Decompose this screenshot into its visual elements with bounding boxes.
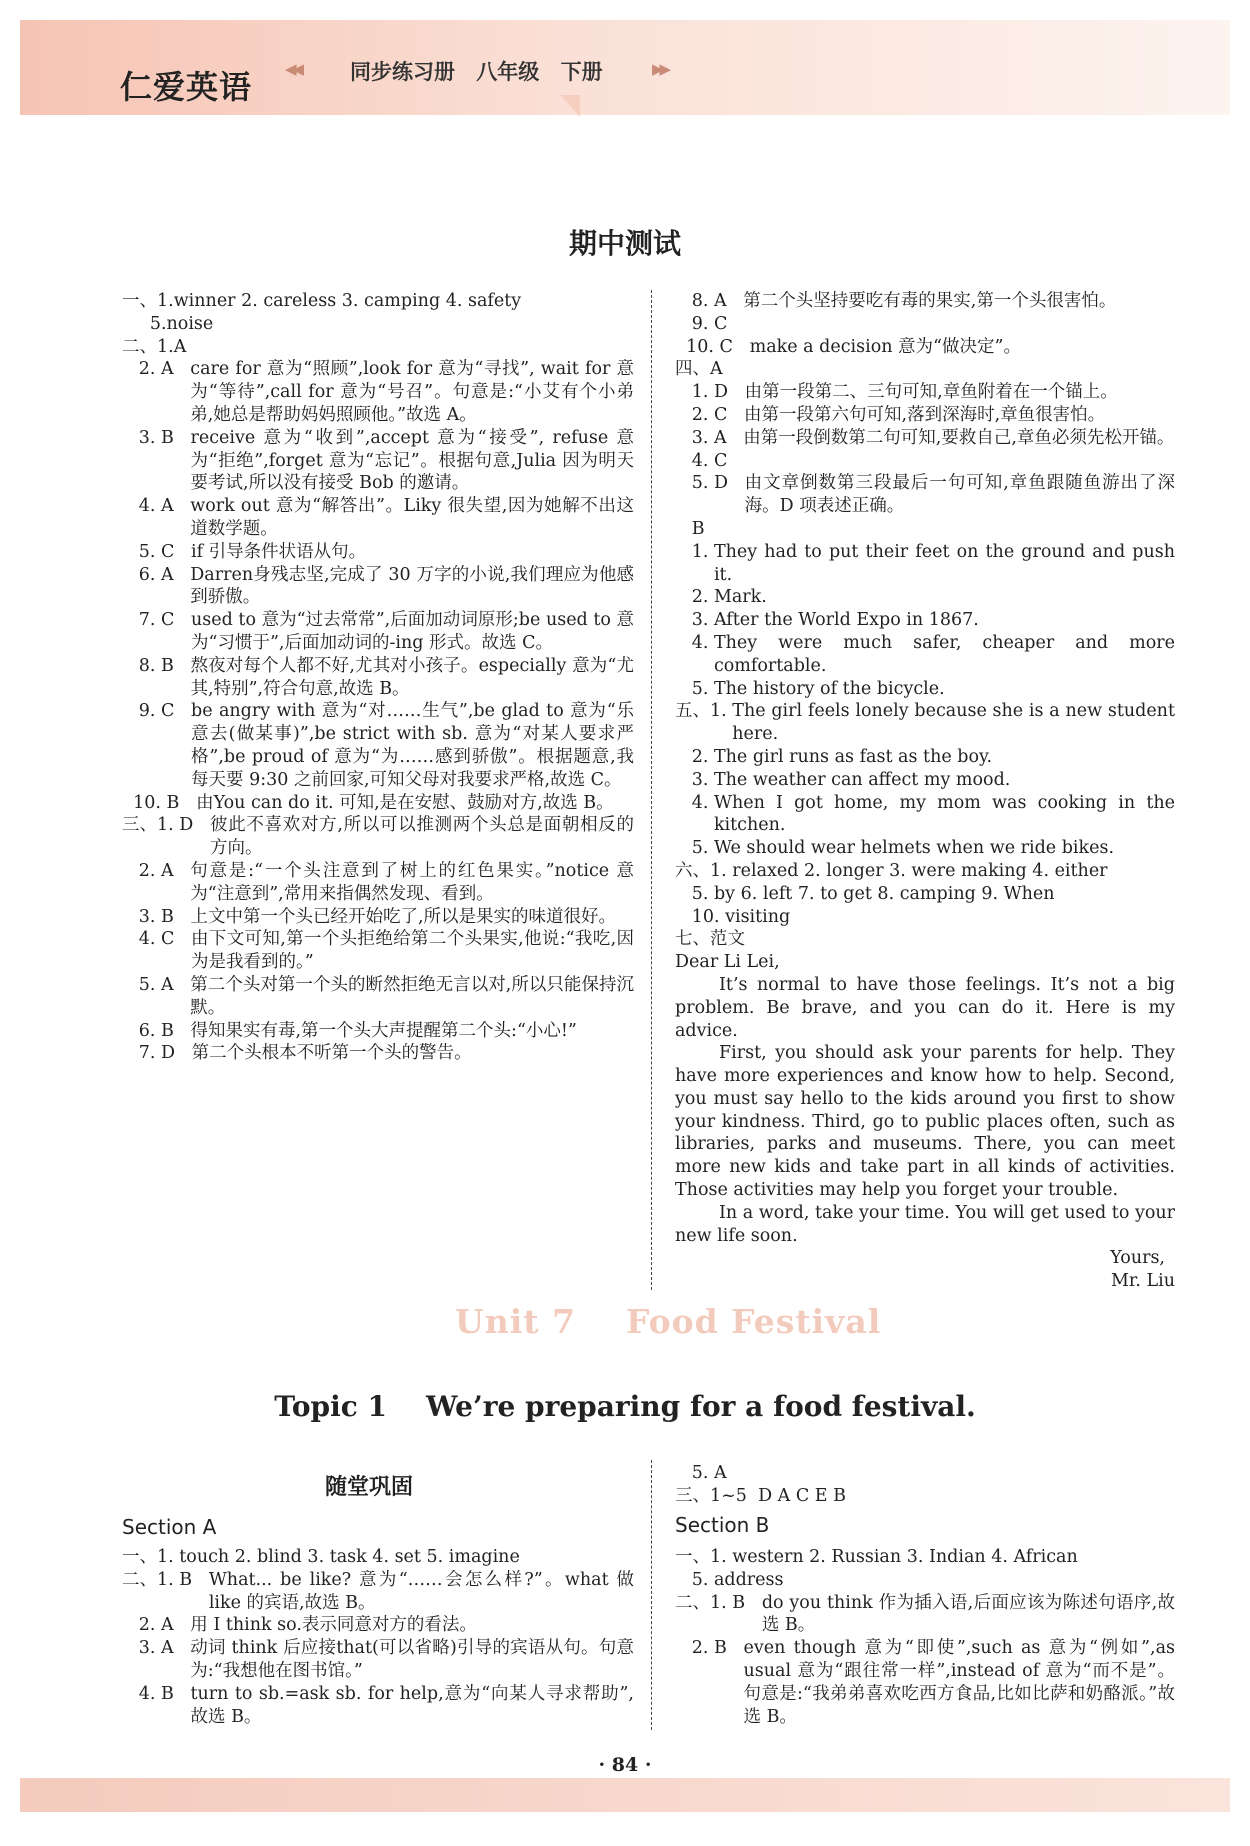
answer-text: After the World Expo in 1867. xyxy=(713,610,979,631)
answer-number: 3. B xyxy=(122,906,191,927)
answer-number: 2. A xyxy=(122,860,191,881)
answer-text: Darren身残志坚,完成了 30 万字的小说,我们理应为他感到骄傲。 xyxy=(190,564,634,608)
answer-number: 5. A xyxy=(122,974,191,995)
letter-greeting: Dear Li Lei, xyxy=(675,952,780,973)
answer-text: touch 2. blind 3. task 4. set 5. imagine xyxy=(179,1547,520,1567)
answer-number: 5. xyxy=(675,1569,714,1590)
answer-text: The weather can affect my mood. xyxy=(713,769,1011,790)
answer-number: 4. C xyxy=(675,450,728,471)
answer-number: 6. A xyxy=(122,564,191,585)
answer-number: 1. D xyxy=(675,382,745,403)
answer-item xyxy=(122,655,634,701)
header-banner-notch xyxy=(560,95,580,117)
answer-number: 3. xyxy=(675,769,714,790)
answer-text: 由第一段倒数第二句可知,要救自己,章鱼必须先松开锚。 xyxy=(743,427,1175,448)
answer-item xyxy=(675,769,1175,792)
answer-text: 句意是:“一个头注意到了树上的红色果实。”notice 意为“注意到”,常用来指偶然发现、看到。 xyxy=(190,860,634,904)
answer-text: used to 意为“过去常常”,后面加动词原形;be used to 意为“习惯于”,后面加动词的-ing 形式。故选 C。 xyxy=(191,610,634,653)
answer-number: 五、1. xyxy=(675,701,733,722)
answer-number: 2. xyxy=(675,587,714,608)
answer-number: 8. B xyxy=(122,655,191,676)
answer-number: 三、1~5 xyxy=(675,1485,759,1506)
answer-item xyxy=(122,541,634,564)
answer-item xyxy=(122,792,634,815)
answer-item xyxy=(122,313,634,336)
answer-number: 二、1. B xyxy=(675,1592,762,1613)
answer-text: 动词 think 后应接that(可以省略)引导的宾语从句。句意为:“我想他在图书馆。” xyxy=(190,1638,634,1681)
answer-number: 一、1. xyxy=(122,291,174,311)
brand-title: 仁爱英语 xyxy=(120,68,253,106)
answer-number: 一、1. xyxy=(122,1547,180,1567)
double-right-arrow-icon: ▶▶ xyxy=(652,60,668,78)
answer-item xyxy=(675,746,1175,769)
answer-text: When I got home, my mom was cooking in the kitchen. xyxy=(713,792,1175,836)
answer-number: 5. D xyxy=(675,473,745,494)
answer-number: 1. xyxy=(675,541,714,562)
answer-text: 彼此不喜欢对方,所以可以推测两个头总是面朝相反的方向。 xyxy=(209,815,634,859)
answer-item xyxy=(122,860,634,906)
answer-item xyxy=(675,678,1175,701)
answer-number: 7. C xyxy=(122,610,192,631)
answer-text xyxy=(723,358,1175,381)
answer-number: 3. B xyxy=(122,427,191,448)
answer-text: even though 意为“即使”,such as 意为“例如”,as usual 意为“跟往常一样”,instead of 意为“而不是”。句意是:“我弟弟喜欢吃西方食品,比如比萨和奶酪派。”故选 B。 xyxy=(743,1638,1175,1727)
answer-text: 由下文可知,第一个头拒绝给第二个头果实,他说:“我吃,因为是我看到的。” xyxy=(191,929,634,973)
answer-item xyxy=(122,1042,634,1065)
answer-text: address xyxy=(713,1569,784,1590)
answer-item xyxy=(675,450,1175,473)
answer-item xyxy=(675,1592,1175,1638)
answer-number: 2. A xyxy=(122,1615,191,1636)
answer-text: What... be like? 意为“……会怎么样?”。what 做 like 的宾语,故选 B。 xyxy=(208,1569,634,1613)
section-a-answers xyxy=(122,1546,634,1728)
answer-number: 8. A xyxy=(675,291,744,311)
answer-number: 二、1. B xyxy=(122,1569,209,1590)
answer-item xyxy=(675,404,1175,427)
answer-text: make a decision 意为“做决定”。 xyxy=(749,336,1021,357)
answer-item xyxy=(122,1569,634,1615)
answer-number: 2. C xyxy=(675,404,745,425)
answer-text: 范文 xyxy=(710,929,745,950)
answer-number: 2. A xyxy=(122,359,191,380)
answer-item xyxy=(122,1683,634,1729)
answer-number: 9. C xyxy=(675,313,728,334)
answer-number: 4. xyxy=(675,632,714,653)
answer-text: 由第一段第二、三句可知,章鱼附着在一个锚上。 xyxy=(744,382,1118,403)
answer-item xyxy=(122,336,634,359)
unit-title: Unit 7 Food Festival xyxy=(455,1302,882,1341)
right-bottom-answers xyxy=(675,1462,1175,1508)
answer-number: 5. xyxy=(675,678,714,699)
answer-text: The girl feels lonely because she is a new student here. xyxy=(732,701,1175,745)
answer-number: B xyxy=(675,518,705,539)
answer-item xyxy=(675,883,1175,906)
answer-item xyxy=(675,792,1175,838)
answer-item xyxy=(675,632,1175,678)
answer-number: 一、1. xyxy=(675,1547,733,1567)
answer-item xyxy=(675,609,1175,632)
topic-title: Topic 1 We’re preparing for a food festival. xyxy=(274,1390,976,1423)
midterm-right-column xyxy=(675,290,1175,1293)
answer-item xyxy=(675,1569,1175,1592)
answer-item xyxy=(122,564,634,610)
answer-item xyxy=(675,541,1175,587)
answer-number: 3. xyxy=(675,610,714,631)
answer-text: We should wear helmets when we ride bikes. xyxy=(713,838,1115,859)
answer-item xyxy=(675,586,1175,609)
answer-number: 6. B xyxy=(122,1020,191,1041)
answer-text: care for 意为“照顾”,look for 意为“寻找”, wait for 意为“等待”,call for 意为“号召”。句意是:“小艾有个小弟弟,她总是帮助妈妈照顾他。”故选 A。 xyxy=(190,359,634,425)
answer-item xyxy=(675,837,1175,860)
answer-item xyxy=(122,814,634,860)
answer-number: 4. A xyxy=(122,496,191,517)
answer-text: 第二个头根本不听第一个头的警告。 xyxy=(191,1043,472,1064)
answer-number: 四、A xyxy=(675,359,723,380)
midterm-left-column xyxy=(122,290,634,1065)
footer-band xyxy=(20,1778,1230,1812)
answer-item xyxy=(675,427,1175,450)
answer-number: 5. xyxy=(122,313,167,334)
answer-text: relaxed 2. longer 3. were making 4. either xyxy=(732,860,1108,881)
answer-text: 上文中第一个头已经开始吃了,所以是果实的味道很好。 xyxy=(190,906,617,927)
answer-item xyxy=(675,381,1175,404)
midterm-title: 期中测试 xyxy=(568,227,681,260)
practice-title: 随堂巩固 xyxy=(325,1475,414,1500)
page-number: · 84 · xyxy=(598,1754,652,1776)
answer-number: 10. C xyxy=(675,336,750,357)
answer-text: if 引导条件状语从句。 xyxy=(191,541,367,562)
answer-number: 七、 xyxy=(675,929,710,950)
answer-item xyxy=(675,1462,1175,1485)
answer-item xyxy=(675,1637,1175,1728)
answer-number: 4. B xyxy=(122,1683,191,1704)
answer-item xyxy=(122,290,634,313)
answer-item xyxy=(122,1546,634,1569)
answer-text: 第二个头对第一个头的断然拒绝无言以对,所以只能保持沉默。 xyxy=(190,974,634,1018)
section-b-heading: Section B xyxy=(675,1513,770,1537)
answer-number: 4. C xyxy=(122,929,192,950)
answer-item xyxy=(675,906,1175,929)
answer-number: 六、1. xyxy=(675,860,733,881)
answer-number: 4. xyxy=(675,792,714,813)
answer-text: A xyxy=(173,336,187,357)
answer-text: receive 意为“收到”,accept 意为“接受”, refuse 意为“拒绝”,forget 意为“忘记”。根据句意,Julia 因为明天要考试,所以没有接受 Bob 的邀请。 xyxy=(190,427,634,494)
sample-letter xyxy=(675,951,1175,1293)
answer-number: 3. A xyxy=(675,427,744,448)
answer-number: 3. A xyxy=(122,1638,191,1659)
answer-number: 5. xyxy=(675,838,714,859)
answer-text: 得知果实有毒,第一个头大声提醒第二个头:“小心!” xyxy=(190,1020,577,1041)
answer-item xyxy=(122,928,634,974)
answer-item xyxy=(675,1485,1175,1508)
answer-number: 三、1. D xyxy=(122,815,210,836)
answer-text: D A C E B xyxy=(758,1485,847,1506)
letter-paragraph: It’s normal to have those feelings. It’s not a big problem. Be brave, and you can do it. Here is my advice. xyxy=(675,974,1175,1041)
answer-item xyxy=(675,518,1175,541)
letter-closing: Yours, xyxy=(1110,1248,1165,1269)
answer-item xyxy=(675,1546,1175,1569)
answer-text xyxy=(727,313,1175,336)
answer-text: western 2. Russian 3. Indian 4. African xyxy=(732,1547,1078,1567)
answer-item xyxy=(675,860,1175,883)
answer-text: visiting xyxy=(725,906,791,927)
series-title: 同步练习册 八年级 下册 xyxy=(350,60,603,84)
answer-text: 由You can do it. 可知,是在安慰、鼓励对方,故选 B。 xyxy=(196,792,614,813)
section-a-heading: Section A xyxy=(122,1515,217,1539)
answer-number: 5. xyxy=(675,883,714,904)
answer-item xyxy=(675,313,1175,336)
letter-signature: Mr. Liu xyxy=(1111,1271,1175,1292)
answer-text xyxy=(727,450,1175,473)
answer-item xyxy=(122,1614,634,1637)
answer-item xyxy=(122,495,634,541)
column-divider xyxy=(651,1460,652,1730)
answer-text xyxy=(705,518,1175,541)
answer-number: 5. xyxy=(675,1463,714,1483)
answer-text: work out 意为“解答出”。Liky 很失望,因为她解不出这道数学题。 xyxy=(190,496,634,539)
answer-text: Mark. xyxy=(713,587,767,608)
section-b-answers xyxy=(675,1546,1175,1728)
answer-item xyxy=(675,290,1175,313)
column-divider xyxy=(651,290,652,1290)
answer-text: 由文章倒数第三段最后一句可知,章鱼跟随鱼游出了深海。D 项表述正确。 xyxy=(744,473,1175,517)
answer-number: 9. C xyxy=(122,701,192,722)
answer-text: 熬夜对每个人都不好,尤其对小孩子。especially 意为“尤其,特别”,符合句意,故选 B。 xyxy=(190,655,634,699)
answer-item xyxy=(675,336,1175,359)
answer-text: A xyxy=(713,1463,727,1483)
double-left-arrow-icon: ◀◀ xyxy=(285,60,301,78)
answer-text: 用 I think so.表示同意对方的看法。 xyxy=(190,1615,477,1636)
answer-number: 2. B xyxy=(675,1638,744,1659)
answer-text: They were much safer, cheaper and more comfortable. xyxy=(713,632,1175,676)
answer-text: be angry with 意为“对……生气”,be glad to 意为“乐意去(做某事)”,be strict with sb. 意为“对某人要求严格”,be proud of 意为“为……感到骄傲”。根据题意,我每天要 9:30 之前回家,可知父母对我要求严格,故选 C。 xyxy=(191,701,634,790)
answer-item xyxy=(122,358,634,426)
answer-text: 由第一段第六句可知,落到深海时,章鱼很害怕。 xyxy=(744,404,1106,425)
letter-paragraph: In a word, take your time. You will get used to your new life soon. xyxy=(675,1202,1175,1246)
letter-paragraph: First, you should ask your parents for help. They have more experiences and know how to help. Second, you must say hello to the kids around you first to show your kindness. Third, go to public places often, such as libraries, parks and museums. There, you can meet more new kids and take part in all kinds of activities. Those activities may help you forget your trouble. xyxy=(675,1043,1175,1201)
answer-number: 7. D xyxy=(122,1043,192,1064)
answer-item xyxy=(675,472,1175,518)
answer-item xyxy=(122,906,634,929)
answer-number: 二、1. xyxy=(122,336,174,357)
answer-text: They had to put their feet on the ground and push it. xyxy=(713,541,1175,585)
answer-text: by 6. left 7. to get 8. camping 9. When xyxy=(713,883,1055,904)
answer-item xyxy=(675,358,1175,381)
answer-text: The girl runs as fast as the boy. xyxy=(713,746,993,767)
answer-text: 第二个头坚持要吃有毒的果实,第一个头很害怕。 xyxy=(743,291,1117,311)
answer-item xyxy=(122,974,634,1020)
answer-text: do you think 作为插入语,后面应该为陈述句语序,故选 B。 xyxy=(761,1592,1175,1636)
answer-item xyxy=(122,1020,634,1043)
answer-text: turn to sb.=ask sb. for help,意为“向某人寻求帮助”,故选 B。 xyxy=(190,1683,634,1727)
answer-item xyxy=(675,928,1175,951)
answer-number: 10. xyxy=(675,906,726,927)
answer-item xyxy=(122,700,634,791)
answer-number: 2. xyxy=(675,746,714,767)
answer-text: noise xyxy=(166,313,214,334)
answer-text: The history of the bicycle. xyxy=(713,678,945,699)
answer-item xyxy=(122,609,634,655)
answer-number: 10. B xyxy=(122,792,197,813)
answer-item xyxy=(122,427,634,495)
answer-item xyxy=(122,1637,634,1683)
answer-number: 5. C xyxy=(122,541,192,562)
answer-text: winner 2. careless 3. camping 4. safety xyxy=(173,291,522,311)
answer-item xyxy=(675,700,1175,746)
